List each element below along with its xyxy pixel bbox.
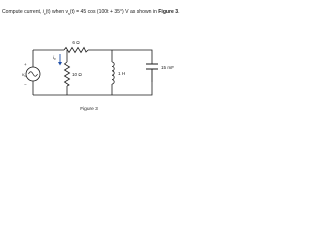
source-expression: (t) = 45 cos (100t + 35°) V as shown in (69, 9, 159, 15)
source-subscript: s (68, 12, 70, 17)
source-label: $v_s$ (22, 72, 26, 78)
inductor-icon (112, 62, 114, 84)
problem-suffix: . (178, 9, 180, 15)
inductor-label: 1 H (118, 71, 126, 76)
current-label: $i_x$ (53, 55, 56, 61)
resistor-left-label: 10 Ω (72, 72, 82, 77)
circuit-wires (33, 50, 152, 95)
problem-middle: when v (50, 9, 69, 15)
capacitor-label: 15 mF (161, 65, 175, 70)
down-arrowhead-icon (58, 62, 62, 66)
source-plus: + (24, 62, 27, 67)
resistor-top-label: 6 Ω (72, 40, 80, 45)
problem-prefix: Compute current, (2, 9, 43, 15)
figure-caption: Figure 3 (80, 107, 98, 112)
current-subscript: x (43, 12, 46, 17)
resistor-10ohm-icon (65, 62, 70, 86)
current-argument: (t) (45, 9, 51, 15)
wire-bottom (33, 82, 152, 95)
figure-reference: Figure 3 (158, 9, 179, 15)
circuit-diagram (0, 0, 200, 118)
capacitor-icon (146, 64, 158, 82)
resistor-6ohm-icon (64, 48, 88, 53)
current-symbol: i (42, 9, 44, 15)
wire-top-right (88, 50, 152, 64)
source-minus: − (24, 82, 27, 87)
